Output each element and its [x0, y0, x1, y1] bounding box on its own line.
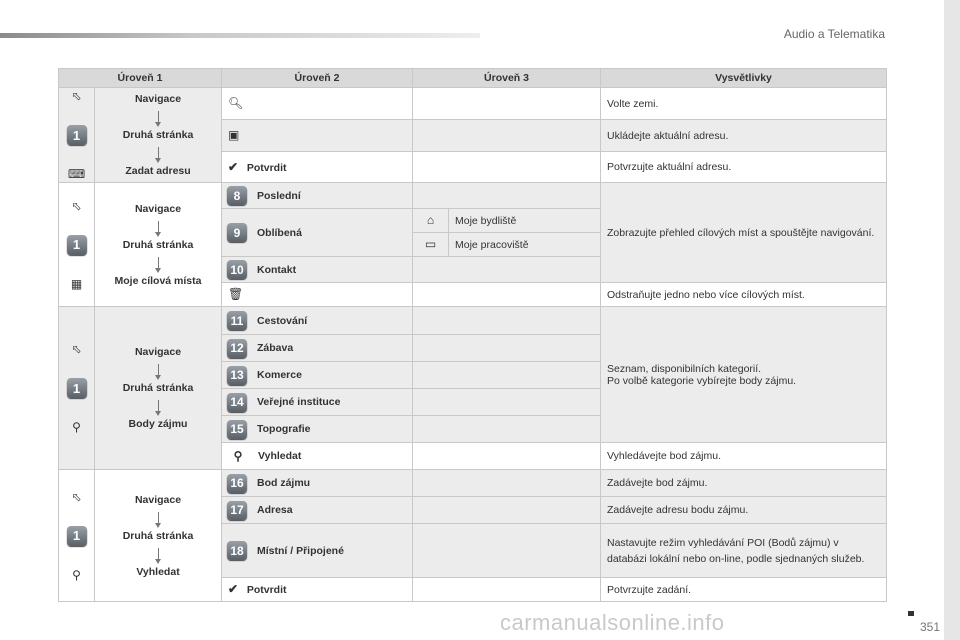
step-badge: 1 [67, 378, 87, 398]
level2-entertainment: 12 Zábava [222, 335, 413, 362]
col-header-level1: Úroveň 1 [59, 69, 222, 88]
group2-icons [59, 183, 95, 307]
group3-level1: Navigace Druhá stránka Body zájmu [95, 307, 222, 470]
search-icon: ⚲ [233, 449, 243, 463]
level3-work: Moje pracoviště [449, 233, 601, 257]
check-icon: ✔ [228, 159, 239, 174]
desc-cell: Nastavujte režim vyhledávání POI (Bodů zájmu) v databázi lokální nebo on-line, podle sjednaných služeb. [601, 524, 887, 578]
page-marker [908, 611, 914, 616]
level2-search: ⚲ Vyhledat [222, 443, 413, 470]
table-row [59, 183, 887, 209]
step-badge: 1 [67, 125, 87, 145]
level3-home: Moje bydliště [449, 209, 601, 233]
level2-poi: 16 Bod zájmu [222, 470, 413, 497]
trash-icon: 🗑︎ [228, 287, 244, 301]
level2-recent: 8 Poslední [222, 183, 413, 209]
page-number: 351 [919, 620, 940, 634]
search-abc-icon: ⚲ [72, 567, 81, 582]
level2-public: 14 Veřejné instituce [222, 389, 413, 416]
desc-cell: Vyhledávejte bod zájmu. [601, 443, 887, 470]
group1-icons [59, 88, 95, 183]
desc-cell: Ukládejte aktuální adresu. [601, 120, 887, 152]
col-header-level3: Úroveň 3 [413, 69, 601, 88]
nav-arrow-icon: ⬁ [71, 342, 82, 356]
table-row [59, 307, 887, 335]
watermark: carmanualsonline.info [500, 610, 725, 635]
level2-save [222, 120, 413, 152]
table-row [59, 470, 887, 497]
level2-country [222, 88, 413, 120]
page-header-title: Audio a Telematika [783, 27, 885, 41]
step-badge: 1 [67, 235, 87, 255]
level2-contact: 10 Kontakt [222, 257, 413, 283]
desc-cell: Zadávejte adresu bodu zájmu. [601, 497, 887, 524]
level2-confirm: ✔ Potvrdit [222, 152, 413, 183]
desc-cell: Volte zemi. [601, 88, 887, 120]
level2-address: 17 Adresa [222, 497, 413, 524]
desc-cell: Potvrzujte aktuální adresu. [601, 152, 887, 183]
page-edge-strip [944, 0, 960, 640]
group2-level1: Navigace Druhá stránka Moje cílová místa [95, 183, 222, 307]
desc-cell: Odstraňujte jedno nebo více cílových míst. [601, 283, 887, 307]
table-row [59, 88, 887, 120]
level2-delete [222, 283, 413, 307]
check-icon: ✔ [228, 582, 239, 596]
desc-cell: Zadávejte bod zájmu. [601, 470, 887, 497]
group4-level1: Navigace Druhá stránka Vyhledat [95, 470, 222, 602]
group3-icons [59, 307, 95, 470]
keyboard-icon: ⌨ [67, 167, 86, 181]
level2-local-online: 18 Místní / Připojené [222, 524, 413, 578]
col-header-description: Vysvětlivky [601, 69, 887, 88]
desc-cell: Zobrazujte přehled cílových míst a spouštějte navigování. [601, 183, 887, 283]
table-header-row [59, 69, 887, 88]
col-header-level2: Úroveň 2 [222, 69, 413, 88]
home-icon: ⌂ [426, 213, 435, 227]
level2-confirm-entry: ✔ Potvrdit [222, 578, 413, 602]
level2-commerce: 13 Komerce [222, 362, 413, 389]
level2-travel: 11 Cestování [222, 307, 413, 335]
header-bar [0, 33, 480, 38]
group1-level1: Navigace Druhá stránka Zadat adresu [95, 88, 222, 183]
desc-cell: Seznam, disponibilních kategorií. Po volbě kategorie vybírejte body zájmu. [601, 307, 887, 443]
level2-topography: 15 Topografie [222, 416, 413, 443]
poi-icon: ⚲ [72, 420, 81, 434]
briefcase-icon: ▭ [424, 237, 437, 251]
menu-table [58, 68, 887, 602]
save-icon: ▣ [228, 128, 240, 142]
flag-icon: ▦ [70, 276, 83, 291]
nav-arrow-icon: ⬁ [71, 489, 82, 504]
step-badge: 1 [67, 526, 87, 546]
nav-arrow-icon: ⬁ [71, 89, 82, 103]
level2-favorites: 9 Oblíbená [222, 209, 413, 257]
group4-icons [59, 470, 95, 602]
country-icon: 🔍︎ [228, 96, 244, 110]
desc-cell: Potvrzujte zadání. [601, 578, 887, 602]
nav-arrow-icon: ⬁ [71, 198, 82, 213]
